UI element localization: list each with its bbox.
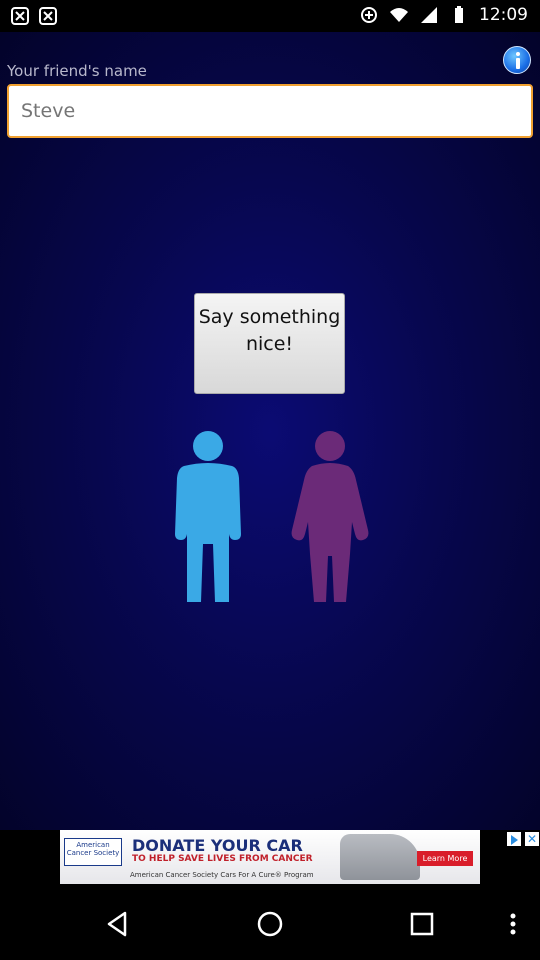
wifi-icon [389,5,409,25]
ad-banner[interactable] [60,830,538,884]
car-image [340,834,420,880]
friend-name-label: Your friend's name [7,62,147,80]
learn-more-button[interactable]: Learn More [417,851,473,866]
friend-name-input[interactable] [7,84,533,138]
navigation-bar [0,886,540,960]
recents-icon[interactable] [407,909,437,939]
male-figure-icon[interactable] [172,430,244,602]
notification-icon [38,6,58,26]
ad-footer: American Cancer Society Cars For A Cure® Program [130,871,314,879]
ad-subtitle: TO HELP SAVE LIVES FROM CANCER [132,854,313,864]
ad-area [0,830,540,886]
ad-close-icon[interactable]: ✕ [526,832,538,846]
female-figure-icon[interactable] [290,430,370,602]
menu-icon[interactable] [498,909,528,939]
status-bar [0,0,540,32]
battery-icon [449,5,469,25]
adchoices-icon[interactable] [507,832,521,846]
back-icon[interactable] [103,909,133,939]
info-icon[interactable] [503,46,531,74]
home-icon[interactable] [255,909,285,939]
say-something-nice-button[interactable]: Say something nice! [194,293,345,394]
ad-title: DONATE YOUR CAR [132,836,303,855]
ad-logo: American Cancer Society [64,838,122,866]
clock: 12:09 [479,5,528,25]
data-saver-icon [359,5,379,25]
signal-icon [419,5,439,25]
notification-icon [10,6,30,26]
app-screen [0,32,540,830]
